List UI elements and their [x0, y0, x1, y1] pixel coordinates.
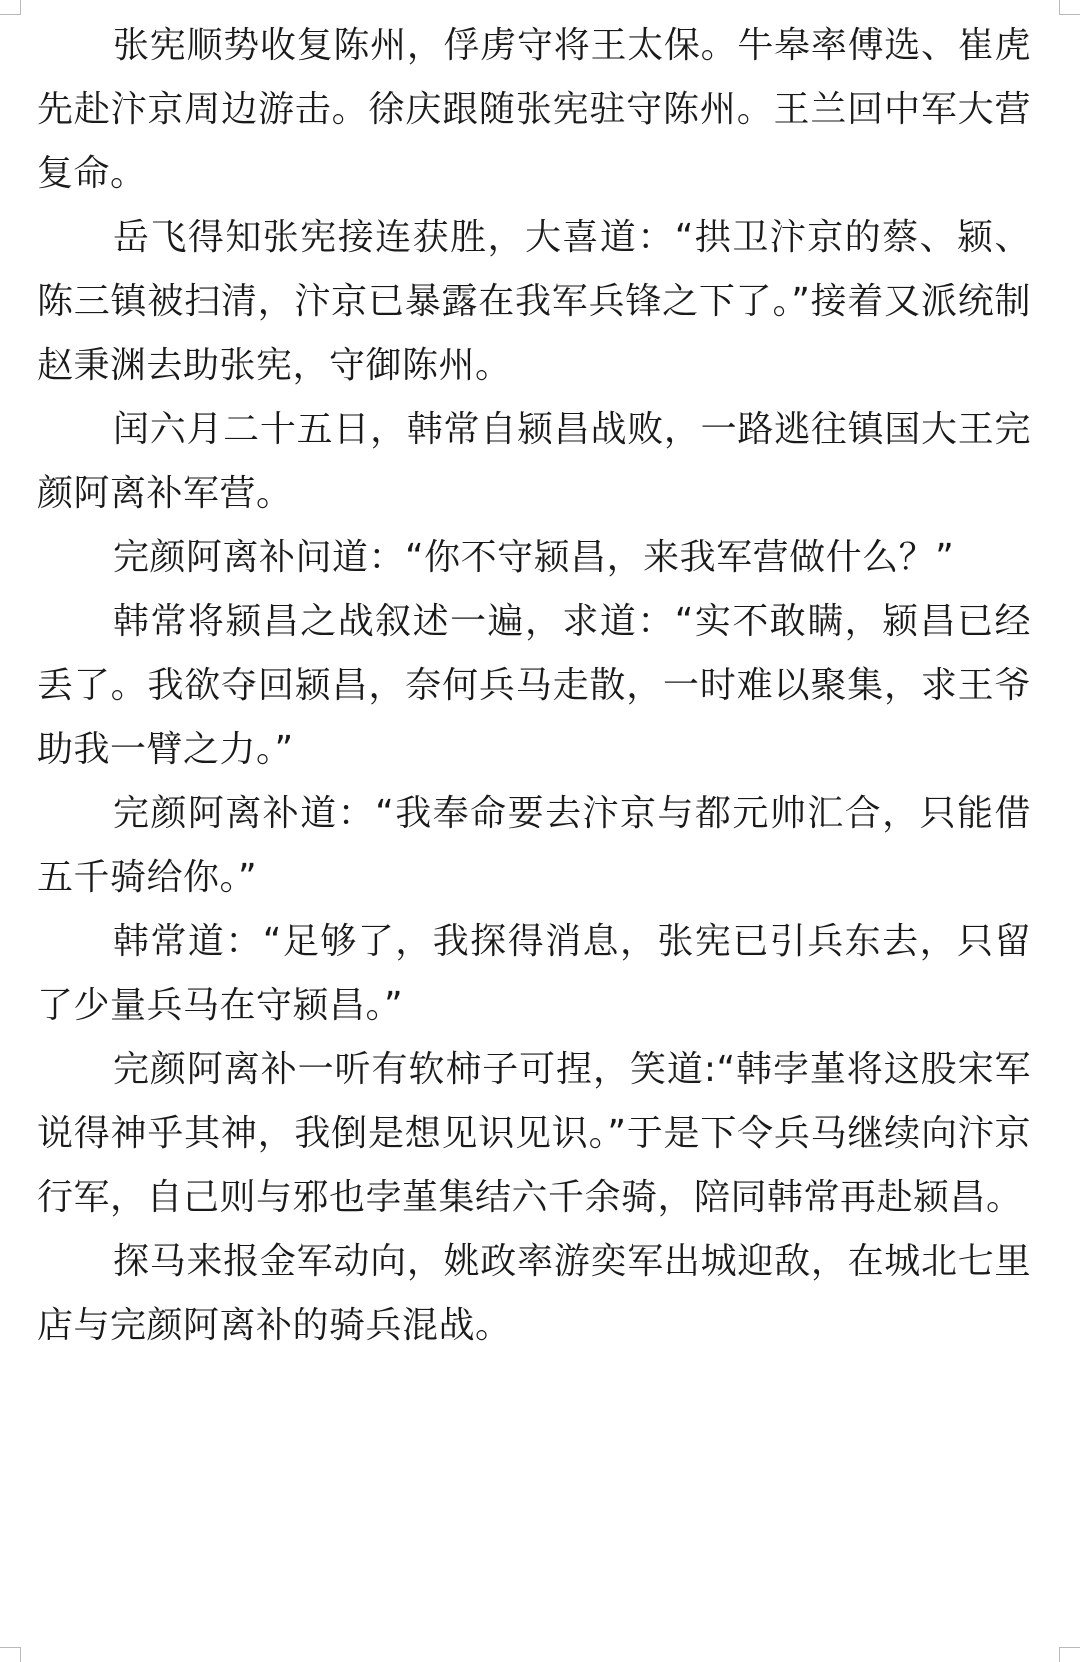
paragraph: 韩常道：“足够了，我探得消息，张宪已引兵东去，只留了少量兵马在守颍昌。” [37, 921, 1031, 1026]
document-body [37, 14, 1031, 1358]
paragraph: 闰六月二十五日，韩常自颍昌战败，一路逃往镇国大王完颜阿离补军营。 [37, 409, 1031, 514]
crop-mark-top-left [0, 0, 21, 15]
paragraph: 探马来报金军动向，姚政率游奕军出城迎敌，在城北七里店与完颜阿离补的骑兵混战。 [37, 1241, 1031, 1346]
paragraph: 张宪顺势收复陈州，俘虏守将王太保。牛皋率傅选、崔虎先赴汴京周边游击。徐庆跟随张宪驻守陈州。王兰回中军大营复命。 [37, 25, 1031, 194]
paragraph: 完颜阿离补道：“我奉命要去汴京与都元帅汇合，只能借五千骑给你。” [37, 793, 1031, 898]
crop-mark-top-right [1059, 0, 1080, 15]
paragraph: 岳飞得知张宪接连获胜，大喜道：“拱卫汴京的蔡、颍、陈三镇被扫清，汴京已暴露在我军兵锋之下了。”接着又派统制赵秉渊去助张宪，守御陈州。 [37, 217, 1031, 386]
paragraph: 完颜阿离补一听有软柿子可捏，笑道:“韩孛堇将这股宋军说得神乎其神，我倒是想见识见识。”于是下令兵马继续向汴京行军，自己则与邪也孛堇集结六千余骑，陪同韩常再赴颍昌。 [37, 1049, 1031, 1218]
paragraph: 完颜阿离补问道：“你不守颍昌，来我军营做什么？” [113, 537, 955, 578]
crop-mark-bottom-left [0, 1647, 21, 1662]
paragraph: 韩常将颍昌之战叙述一遍，求道：“实不敢瞒，颍昌已经丢了。我欲夺回颍昌，奈何兵马走散，一时难以聚集，求王爷助我一臂之力。” [37, 601, 1031, 770]
crop-mark-bottom-right [1059, 1647, 1080, 1662]
